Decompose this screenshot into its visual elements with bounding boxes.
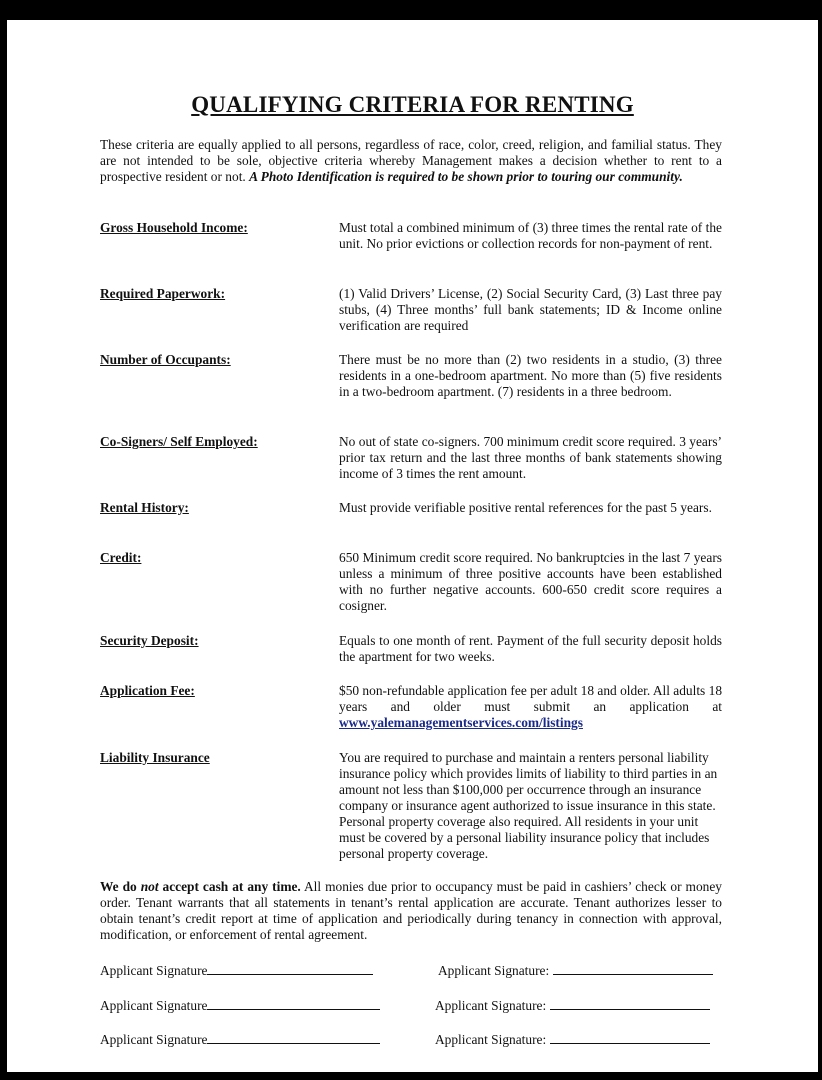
signature-blank[interactable] — [207, 962, 373, 975]
intro-paragraph — [100, 137, 722, 185]
criteria-text: No out of state co-signers. 700 minimum credit score required. 3 years’ prior tax return and the last three months of bank statements showing income of 3 times the rent amount. — [339, 434, 722, 481]
document-page — [7, 20, 818, 1072]
criteria-label: Security Deposit: — [100, 633, 199, 648]
criteria-text: (1) Valid Drivers’ License, (2) Social Security Card, (3) Last three pay stubs, (4) Three months’ full bank statements; ID & Income online verification are required — [339, 286, 722, 333]
criteria-text-body: $50 non-refundable application fee per adult 18 and older. All adults 18 years and older must submit an application at — [339, 683, 723, 714]
criteria-label: Rental History: — [100, 500, 189, 515]
closing-paragraph — [100, 879, 722, 943]
criteria-label: Number of Occupants: — [100, 352, 231, 367]
criteria-label: Gross Household Income: — [100, 220, 248, 235]
criteria-text: 650 Minimum credit score required. No bankruptcies in the last 7 years unless a minimum of three positive accounts have been established with no further negative accounts. 600-650 credit score requires a cosigner. — [339, 550, 722, 613]
signature-label: Applicant Signature — [100, 998, 208, 1013]
signature-line-left-2[interactable] — [100, 997, 380, 1014]
criteria-text: Must total a combined minimum of (3) three times the rental rate of the unit. No prior evictions or collection records for non-payment of rent. — [339, 220, 722, 251]
cash-notice-end: accept cash at any time. — [158, 879, 301, 894]
signature-blank[interactable] — [207, 1031, 380, 1044]
criteria-text: Equals to one month of rent. Payment of the full security deposit holds the apartment for two weeks. — [339, 633, 722, 664]
criteria-label: Co-Signers/ Self Employed: — [100, 434, 258, 449]
closing-text: All monies due prior to occupancy must be paid in cashiers’ check or money order. Tenant warrants that all statements in tenant’s rental application are accurate. Tenant authorizes lesser to obtain tenant’s credit report at time of application and periodically during tenancy in connection with approval, modification, or enforcement of rental agreement. — [100, 879, 722, 942]
signature-label: Applicant Signature: — [435, 1032, 550, 1047]
signature-label: Applicant Signature: — [435, 998, 550, 1013]
cash-notice-not: not — [140, 879, 159, 894]
criteria-text — [339, 683, 722, 731]
signature-blank[interactable] — [207, 997, 380, 1010]
intro-text: These criteria are equally applied to all persons, regardless of race, color, creed, religion, and familial status. They are not intended to be sole, objective criteria whereby Management makes a decision whether to rent to a prospective resident or not. — [100, 137, 722, 184]
signature-blank[interactable] — [550, 1031, 710, 1044]
signature-label: Applicant Signature — [100, 1032, 208, 1047]
signature-line-right-1[interactable] — [438, 962, 713, 979]
criteria-text: Must provide verifiable positive rental references for the past 5 years. — [339, 500, 712, 515]
signature-line-right-3[interactable] — [435, 1031, 710, 1048]
criteria-label: Credit: — [100, 550, 142, 565]
listings-link[interactable]: www.yalemanagementservices.com/listings — [339, 715, 583, 730]
signature-blank[interactable] — [553, 962, 713, 975]
criteria-label: Required Paperwork: — [100, 286, 226, 301]
signature-line-right-2[interactable] — [435, 997, 710, 1014]
signature-line-left-3[interactable] — [100, 1031, 380, 1048]
criteria-text: You are required to purchase and maintain a renters personal liability insurance policy which provides limits of liability to third parties in an amount not less than $100,000 per occurrence through an insurance company or insurance agent authorized to issue insurance in this state. Personal property coverage also required. All residents in your unit must be covered by a personal liability insurance policy that includes personal property coverage. — [339, 750, 718, 861]
signature-line-left-1[interactable] — [100, 962, 373, 979]
signature-label: Applicant Signature: — [438, 963, 553, 978]
criteria-label: Application Fee: — [100, 683, 195, 698]
criteria-label: Liability Insurance — [100, 750, 210, 765]
intro-emphasis: A Photo Identification is required to be shown prior to touring our community. — [249, 169, 683, 184]
criteria-text: There must be no more than (2) two residents in a studio, (3) three residents in a one-bedroom apartment. No more than (5) five residents in a two-bedroom apartment. (7) residents in a three bedroom. — [339, 352, 722, 399]
signature-label: Applicant Signature — [100, 963, 208, 978]
page-title: QUALIFYING CRITERIA FOR RENTING — [191, 92, 634, 117]
signature-blank[interactable] — [550, 997, 710, 1010]
cash-notice-start: We do — [100, 879, 141, 894]
